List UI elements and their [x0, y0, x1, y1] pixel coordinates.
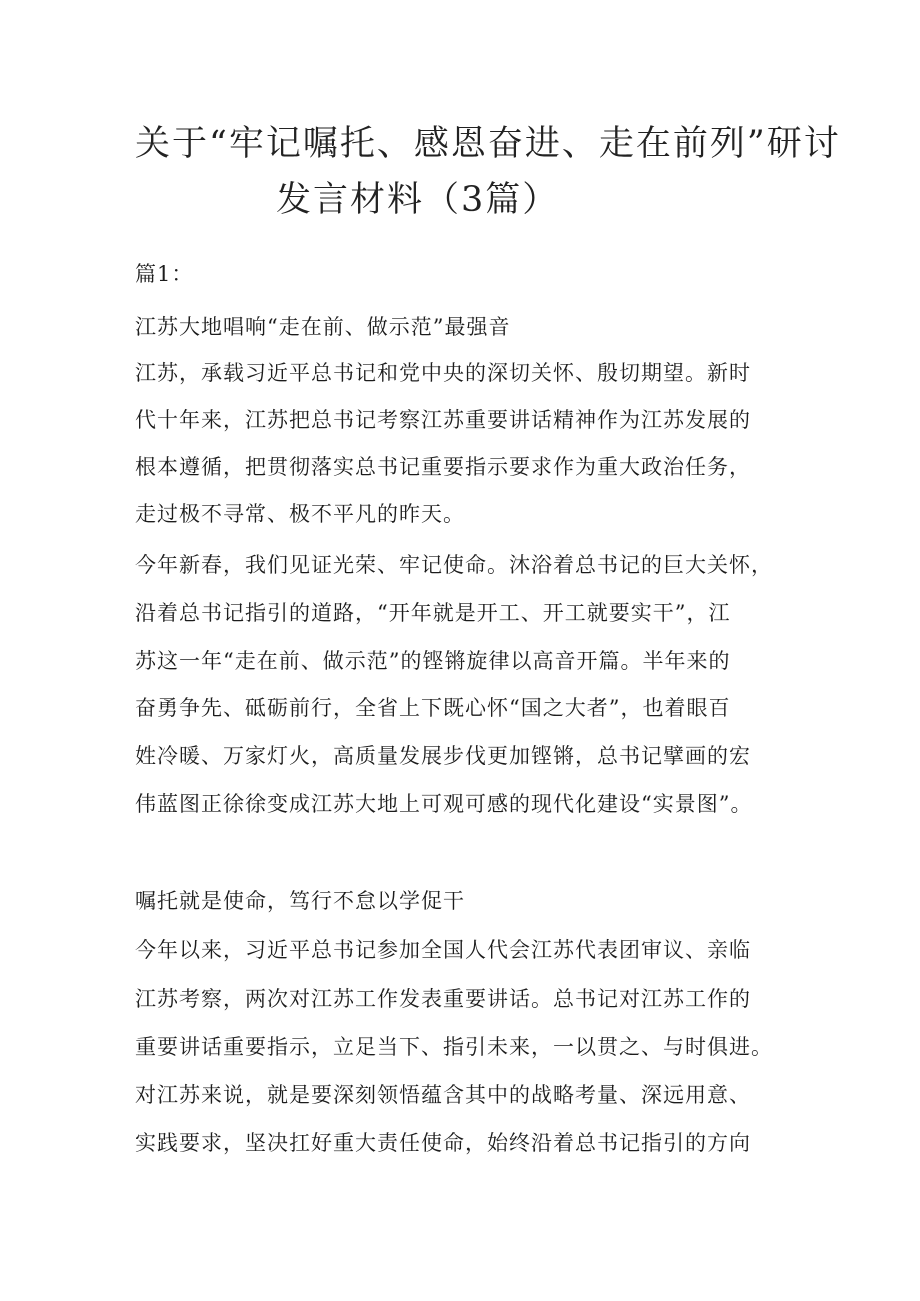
paragraph-line: 江苏，承载习近平总书记和党中央的深切关怀、殷切期望。新时 — [135, 361, 751, 385]
document-title-line-2: 发言材料（3篇） — [276, 180, 560, 220]
section-heading: 嘱托就是使命，笃行不怠以学促干 — [135, 889, 465, 913]
paragraph-line: 奋勇争先、砥砺前行，全省上下既心怀“国之大者”，也着眼百 — [135, 696, 731, 720]
document-title-line-1: 关于“牢记嘱托、感恩奋进、走在前列”研讨 — [135, 124, 841, 164]
section-heading: 江苏大地唱响“走在前、做示范”最强音 — [135, 315, 511, 339]
paragraph-line: 对江苏来说，就是要深刻领悟蕴含其中的战略考量、深远用意、 — [135, 1083, 751, 1107]
paragraph-line: 走过极不寻常、极不平凡的昨天。 — [135, 502, 465, 526]
paragraph-line: 江苏考察，两次对江苏工作发表重要讲话。总书记对江苏工作的 — [135, 987, 751, 1011]
paragraph-line: 今年以来，习近平总书记参加全国人代会江苏代表团审议、亲临 — [135, 938, 751, 962]
section-label: 篇1： — [135, 262, 194, 286]
paragraph-line: 苏这一年“走在前、做示范”的铿锵旋律以高音开篇。半年来的 — [135, 649, 731, 673]
paragraph-line: 代十年来，江苏把总书记考察江苏重要讲话精神作为江苏发展的 — [135, 408, 751, 432]
paragraph-line: 今年新春，我们见证光荣、牢记使命。沐浴着总书记的巨大关怀， — [135, 553, 773, 577]
paragraph-line: 姓冷暖、万家灯火，高质量发展步伐更加铿锵，总书记擘画的宏 — [135, 744, 751, 768]
paragraph-line: 根本遵循，把贯彻落实总书记重要指示要求作为重大政治任务， — [135, 455, 751, 479]
paragraph-line: 伟蓝图正徐徐变成江苏大地上可观可感的现代化建设“实景图”。 — [135, 792, 753, 816]
paragraph-line: 实践要求，坚决扛好重大责任使命，始终沿着总书记指引的方向 — [135, 1131, 751, 1155]
paragraph-line: 沿着总书记指引的道路，“开年就是开工、开工就要实干”，江 — [135, 601, 731, 625]
paragraph-line: 重要讲话重要指示，立足当下、指引未来，一以贯之、与时俱进。 — [135, 1035, 773, 1059]
